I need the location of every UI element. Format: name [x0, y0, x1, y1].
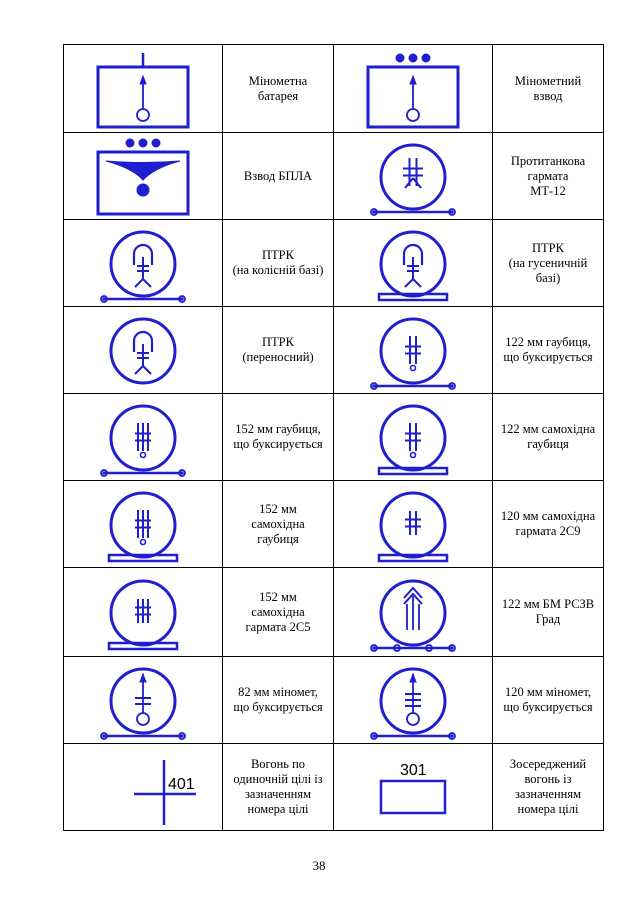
label-line: 120 мм міномет, — [504, 685, 591, 699]
label-line: Зосереджений — [509, 757, 587, 771]
label-line: ПТРК — [532, 240, 564, 255]
mortar-120-towed-icon — [334, 658, 492, 742]
label-cell — [493, 133, 604, 220]
concentrated-fire-icon — [334, 745, 492, 829]
label-cell — [223, 307, 334, 394]
label-cell — [493, 744, 604, 831]
symbol-cell — [334, 133, 493, 220]
label-cell — [493, 307, 604, 394]
label-cell — [223, 568, 334, 657]
mlrs-grad-icon-shape — [371, 581, 455, 651]
howitzer-152-towed-icon — [64, 395, 222, 479]
label-line: 122 мм гаубиця, — [505, 335, 591, 349]
label-line: МТ-12 — [530, 183, 566, 198]
atgm-wheeled-icon-shape — [101, 232, 185, 302]
table-row — [64, 45, 604, 133]
gun-120-sp-icon — [334, 482, 492, 566]
single-target-fire-icon — [64, 745, 222, 829]
target-number: 301 — [400, 762, 427, 779]
label-line: одиночній цілі із — [233, 772, 323, 786]
label-line: (на гусеничній — [508, 255, 588, 270]
label-line: що буксирується — [503, 350, 593, 364]
label-line: взвод — [533, 88, 563, 103]
label-line: Взвод БПЛА — [243, 168, 313, 183]
table-row — [64, 657, 604, 744]
gun-152-sp-icon — [64, 570, 222, 654]
atgm-portable-icon — [64, 308, 222, 392]
label-line: Протитанкова — [510, 153, 586, 168]
label-line: батарея — [257, 88, 299, 103]
symbol-cell — [334, 45, 493, 133]
atgm-tracked-icon-shape — [379, 232, 447, 300]
label-line: гармата — [527, 168, 569, 183]
symbol-cell — [64, 220, 223, 307]
symbol-cell — [334, 568, 493, 657]
mortar-82-towed-icon — [64, 658, 222, 742]
mortar-battery-icon-shape — [98, 53, 188, 127]
howitzer-122-sp-icon-shape — [379, 406, 447, 474]
label-cell — [223, 657, 334, 744]
mortar-platoon-icon-shape — [368, 54, 458, 127]
label-line: номера цілі — [517, 802, 579, 816]
antitank-gun-icon-shape — [371, 145, 455, 215]
table-row — [64, 481, 604, 568]
table-row — [64, 744, 604, 831]
symbol-cell — [64, 307, 223, 394]
mortar-platoon-icon — [334, 47, 492, 131]
label-line: що буксирується — [233, 700, 323, 714]
label-line: 122 мм БМ РСЗВ — [501, 597, 595, 611]
symbol-cell — [334, 657, 493, 744]
table-row — [64, 220, 604, 307]
gun-152-sp-icon-shape — [109, 581, 177, 649]
label-line: 152 мм — [259, 501, 297, 516]
gun-120-sp-icon-shape — [379, 493, 447, 561]
uav-platoon-icon — [64, 134, 222, 218]
symbol-cell — [334, 481, 493, 568]
label-line: (переносний) — [242, 350, 314, 364]
howitzer-152-towed-icon-shape — [101, 406, 185, 476]
mortar-120-towed-icon-shape — [371, 669, 455, 739]
label-cell — [223, 481, 334, 568]
table-row — [64, 394, 604, 481]
symbol-cell — [64, 394, 223, 481]
label-line: ПТРК — [262, 335, 294, 349]
table-row — [64, 133, 604, 220]
label-line: 122 мм самохідна — [500, 422, 596, 436]
symbols-table — [63, 44, 604, 831]
label-line: (на колісній базі) — [232, 263, 324, 277]
label-line: зазначенням — [514, 787, 582, 801]
label-line: гармата 2С5 — [245, 619, 311, 634]
label-line: зазначенням — [244, 787, 312, 801]
mortar-battery-icon — [64, 47, 222, 131]
symbol-cell — [64, 481, 223, 568]
table-row — [64, 568, 604, 657]
label-cell — [493, 45, 604, 133]
label-line: Мінометний — [514, 73, 582, 88]
howitzer-152-sp-icon-shape — [109, 493, 177, 561]
mlrs-grad-icon — [334, 570, 492, 654]
label-line: гармата 2С9 — [515, 524, 581, 538]
symbol-cell — [64, 744, 223, 831]
label-cell — [223, 220, 334, 307]
label-cell — [223, 45, 334, 133]
uav-platoon-icon-shape — [98, 139, 188, 214]
symbol-cell — [334, 307, 493, 394]
label-cell — [223, 394, 334, 481]
symbol-cell — [64, 133, 223, 220]
label-line: що буксирується — [503, 700, 593, 714]
label-line: ПТРК — [262, 248, 294, 262]
concentrated-fire-icon — [381, 781, 445, 813]
label-cell — [223, 133, 334, 220]
label-cell — [493, 657, 604, 744]
atgm-tracked-icon — [334, 221, 492, 305]
mortar-82-towed-icon-shape — [101, 669, 185, 739]
symbol-cell — [64, 45, 223, 133]
label-cell — [493, 481, 604, 568]
label-line: гаубиця — [527, 437, 569, 451]
label-line: Мінометна — [248, 73, 308, 88]
label-line: самохідна — [251, 604, 305, 619]
label-line: номера цілі — [247, 802, 309, 816]
label-line: гаубиця — [257, 531, 299, 546]
label-line: 152 мм — [259, 589, 297, 604]
target-number: 401 — [168, 776, 195, 793]
symbol-cell — [64, 657, 223, 744]
symbol-cell — [334, 220, 493, 307]
symbol-cell — [64, 568, 223, 657]
label-line: вогонь із — [524, 772, 572, 786]
label-cell — [223, 744, 334, 831]
label-line: базі) — [535, 270, 561, 285]
howitzer-122-towed-icon — [334, 308, 492, 392]
page-number: 38 — [312, 858, 326, 873]
atgm-wheeled-icon — [64, 221, 222, 305]
label-cell — [493, 568, 604, 657]
label-line: 120 мм самохідна — [500, 509, 596, 523]
label-line: 152 мм гаубиця, — [235, 422, 321, 436]
antitank-gun-icon — [334, 134, 492, 218]
howitzer-122-sp-icon — [334, 395, 492, 479]
label-line: 82 мм міномет, — [238, 685, 318, 699]
howitzer-152-sp-icon — [64, 482, 222, 566]
symbol-cell — [334, 394, 493, 481]
atgm-portable-icon-shape — [111, 319, 175, 383]
label-cell — [493, 394, 604, 481]
label-line: Вогонь по — [250, 757, 306, 771]
symbol-cell — [334, 744, 493, 831]
label-line: Град — [535, 612, 561, 626]
label-line: що буксирується — [233, 437, 323, 451]
label-cell — [493, 220, 604, 307]
howitzer-122-towed-icon-shape — [371, 319, 455, 389]
table-row — [64, 307, 604, 394]
label-line: самохідна — [251, 516, 305, 531]
